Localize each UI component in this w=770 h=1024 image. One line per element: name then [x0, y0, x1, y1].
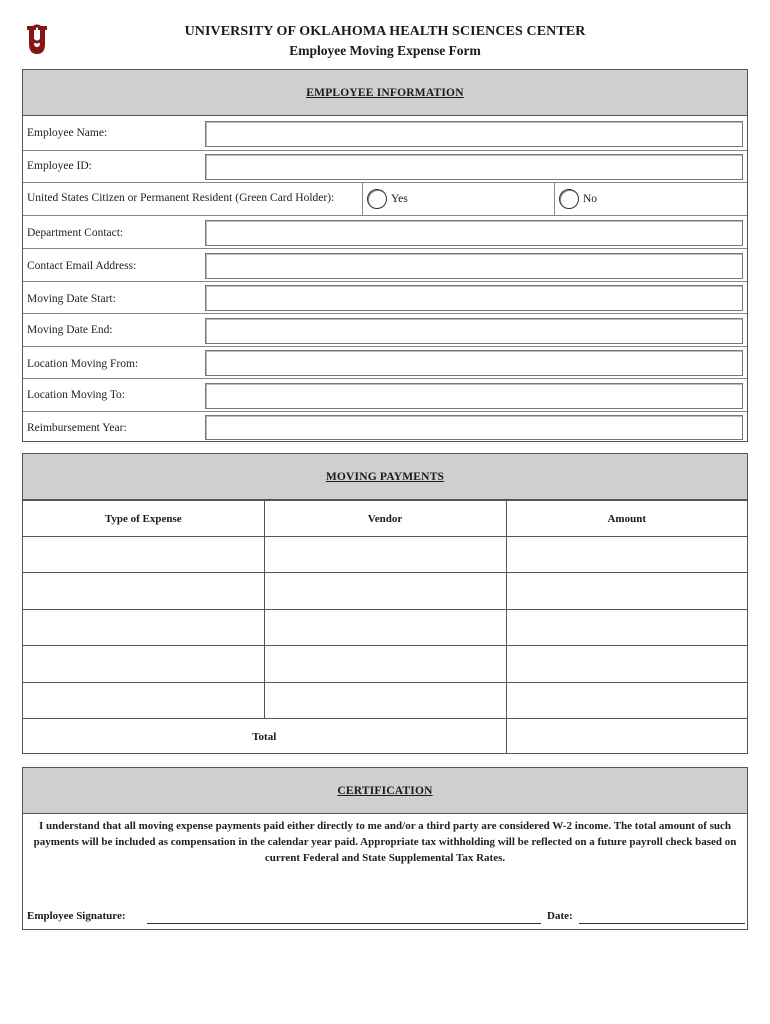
- employee-name-row: [23, 117, 747, 150]
- amount-cell[interactable]: [506, 609, 747, 645]
- amount-cell[interactable]: [506, 646, 747, 682]
- signature-label: Employee Signature:: [27, 910, 126, 922]
- expense-type-cell[interactable]: [23, 646, 264, 682]
- expense-type-cell[interactable]: [23, 537, 264, 573]
- moving-date-end-row: [23, 313, 747, 346]
- reimbursement-year-field[interactable]: [205, 415, 743, 440]
- employee-information-section: [22, 69, 748, 442]
- employee-information-heading: EMPLOYEE INFORMATION: [306, 86, 464, 99]
- table-header-row: [23, 501, 747, 537]
- total-row: [23, 718, 747, 754]
- page-title: UNIVERSITY OF OKLAHOMA HEALTH SCIENCES CENTER: [184, 24, 586, 39]
- contact-email-row: [23, 248, 747, 281]
- moving-payments-header: [23, 454, 747, 500]
- amount-cell[interactable]: [506, 537, 747, 573]
- citizen-label: United States Citizen or Permanent Resident (Green Card Holder):: [27, 192, 335, 204]
- location-to-row: [23, 378, 747, 411]
- vendor-cell[interactable]: [264, 609, 506, 645]
- page-subtitle: Employee Moving Expense Form: [289, 43, 481, 58]
- location-from-row: [23, 346, 747, 378]
- citizen-yes-radio[interactable]: [367, 189, 387, 209]
- column-header-type: Type of Expense: [23, 501, 264, 537]
- column-header-amount: Amount: [506, 501, 747, 537]
- citizen-no-radio[interactable]: [559, 189, 579, 209]
- employee-id-field[interactable]: [205, 154, 743, 180]
- expense-type-cell[interactable]: [23, 682, 264, 718]
- moving-date-end-field[interactable]: [205, 318, 743, 344]
- moving-date-start-field[interactable]: [205, 285, 743, 311]
- moving-date-start-row: [23, 281, 747, 313]
- department-contact-label: Department Contact:: [27, 227, 124, 239]
- expense-type-cell[interactable]: [23, 573, 264, 609]
- moving-payments-table: [23, 500, 747, 754]
- signature-line[interactable]: [147, 923, 541, 924]
- expense-type-cell[interactable]: [23, 609, 264, 645]
- vendor-cell[interactable]: [264, 573, 506, 609]
- moving-payments-section: [22, 453, 748, 754]
- amount-cell[interactable]: [506, 682, 747, 718]
- citizen-no-option[interactable]: [554, 183, 747, 215]
- total-amount-cell[interactable]: [506, 718, 747, 754]
- employee-name-label: Employee Name:: [27, 127, 108, 139]
- citizen-row: [23, 182, 747, 215]
- date-line[interactable]: [579, 923, 745, 924]
- contact-email-label: Contact Email Address:: [27, 260, 137, 272]
- citizen-yes-label: Yes: [391, 193, 408, 205]
- vendor-cell[interactable]: [264, 646, 506, 682]
- reimbursement-year-row: [23, 411, 747, 441]
- location-from-field[interactable]: [205, 350, 743, 376]
- certification-section: [22, 767, 748, 930]
- date-label: Date:: [547, 910, 573, 922]
- citizen-yes-option[interactable]: [362, 183, 554, 215]
- employee-information-header: [23, 70, 747, 116]
- moving-date-start-label: Moving Date Start:: [27, 293, 116, 305]
- reimbursement-year-label: Reimbursement Year:: [27, 422, 127, 434]
- location-to-field[interactable]: [205, 383, 743, 409]
- moving-date-end-label: Moving Date End:: [27, 324, 113, 336]
- vendor-cell[interactable]: [264, 682, 506, 718]
- amount-cell[interactable]: [506, 573, 747, 609]
- department-contact-row: [23, 215, 747, 248]
- department-contact-field[interactable]: [205, 220, 743, 246]
- table-row: [23, 573, 747, 609]
- table-row: [23, 537, 747, 573]
- contact-email-field[interactable]: [205, 253, 743, 279]
- total-label: Total: [23, 718, 506, 754]
- location-to-label: Location Moving To:: [27, 389, 126, 401]
- table-row: [23, 609, 747, 645]
- citizen-no-label: No: [583, 193, 598, 205]
- employee-id-label: Employee ID:: [27, 160, 92, 172]
- table-row: [23, 646, 747, 682]
- employee-id-row: [23, 150, 747, 182]
- table-row: [23, 682, 747, 718]
- moving-payments-heading: MOVING PAYMENTS: [325, 470, 445, 483]
- column-header-vendor: Vendor: [264, 501, 506, 537]
- certification-text: I understand that all moving expense payments paid either directly to me and/or a third party are considered W-2 income. The total amount of such payments will be included as compensation in the calendar year paid. Appropriate tax withholding will be reflected on a future payroll check based on current Federal and State Supplemental Tax Rates.: [33, 820, 737, 864]
- certification-header: [23, 768, 747, 814]
- vendor-cell[interactable]: [264, 537, 506, 573]
- location-from-label: Location Moving From:: [27, 358, 139, 370]
- certification-heading: CERTIFICATION: [337, 784, 433, 797]
- employee-name-field[interactable]: [205, 121, 743, 147]
